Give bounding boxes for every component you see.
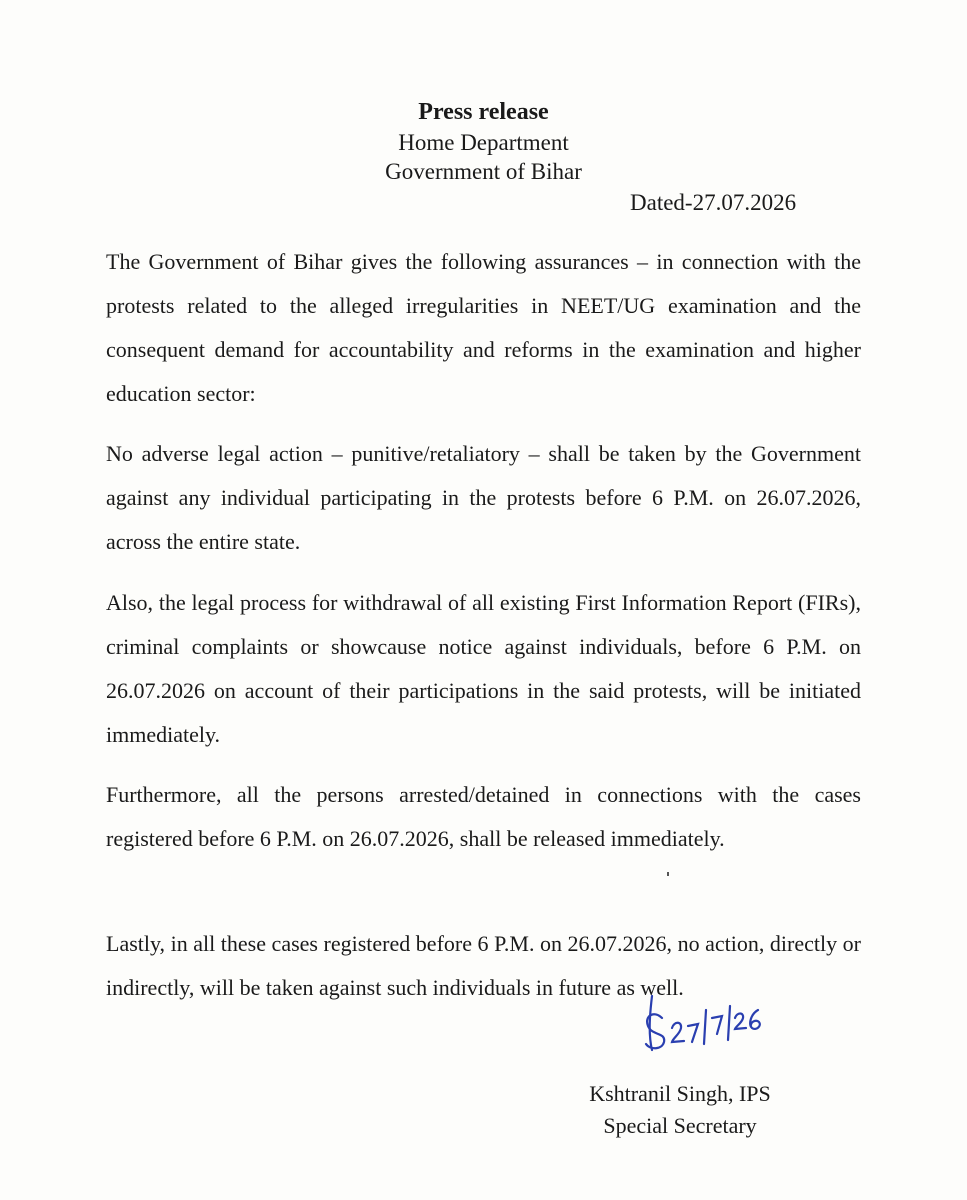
- paragraph-intro: The Government of Bihar gives the following assurances – in connection with the protests related to the alleged irregularities in NEET/UG examination and the consequent demand for accountability and reforms in the examination and higher education sector:: [106, 249, 861, 406]
- paragraph-no-future-action: Lastly, in all these cases registered before 6 P.M. on 26.07.2026, no action, directly or indirectly, will be taken against such individuals in future as well.: [106, 931, 861, 1000]
- document-date: Dated-27.07.2026: [630, 190, 797, 215]
- government-name: Government of Bihar: [385, 159, 582, 184]
- paragraph-fir-withdrawal: Also, the legal process for withdrawal of all existing First Information Report (FIRs), criminal complaints or showcause notice against individuals, before 6 P.M. on 26.07.2026 on account of their participations in the said protests, will be initiated immediately.: [106, 590, 861, 747]
- department-name: Home Department: [398, 130, 569, 155]
- signatory-name: Kshtranil Singh, IPS: [589, 1081, 771, 1106]
- document-title: Press release: [418, 99, 549, 125]
- paragraph-release-detained: Furthermore, all the persons arrested/detained in connections with the cases registered before 6 P.M. on 26.07.2026, shall be released immediately.: [106, 782, 861, 851]
- signatory-designation: Special Secretary: [603, 1113, 757, 1138]
- paragraph-no-legal-action: No adverse legal action – punitive/retaliatory – shall be taken by the Government against any individual participating in the protests before 6 P.M. on 26.07.2026, across the entire state.: [106, 441, 861, 554]
- handwritten-signature: [640, 988, 770, 1058]
- ink-speck: [667, 872, 669, 876]
- signatory-block: [560, 1078, 800, 1142]
